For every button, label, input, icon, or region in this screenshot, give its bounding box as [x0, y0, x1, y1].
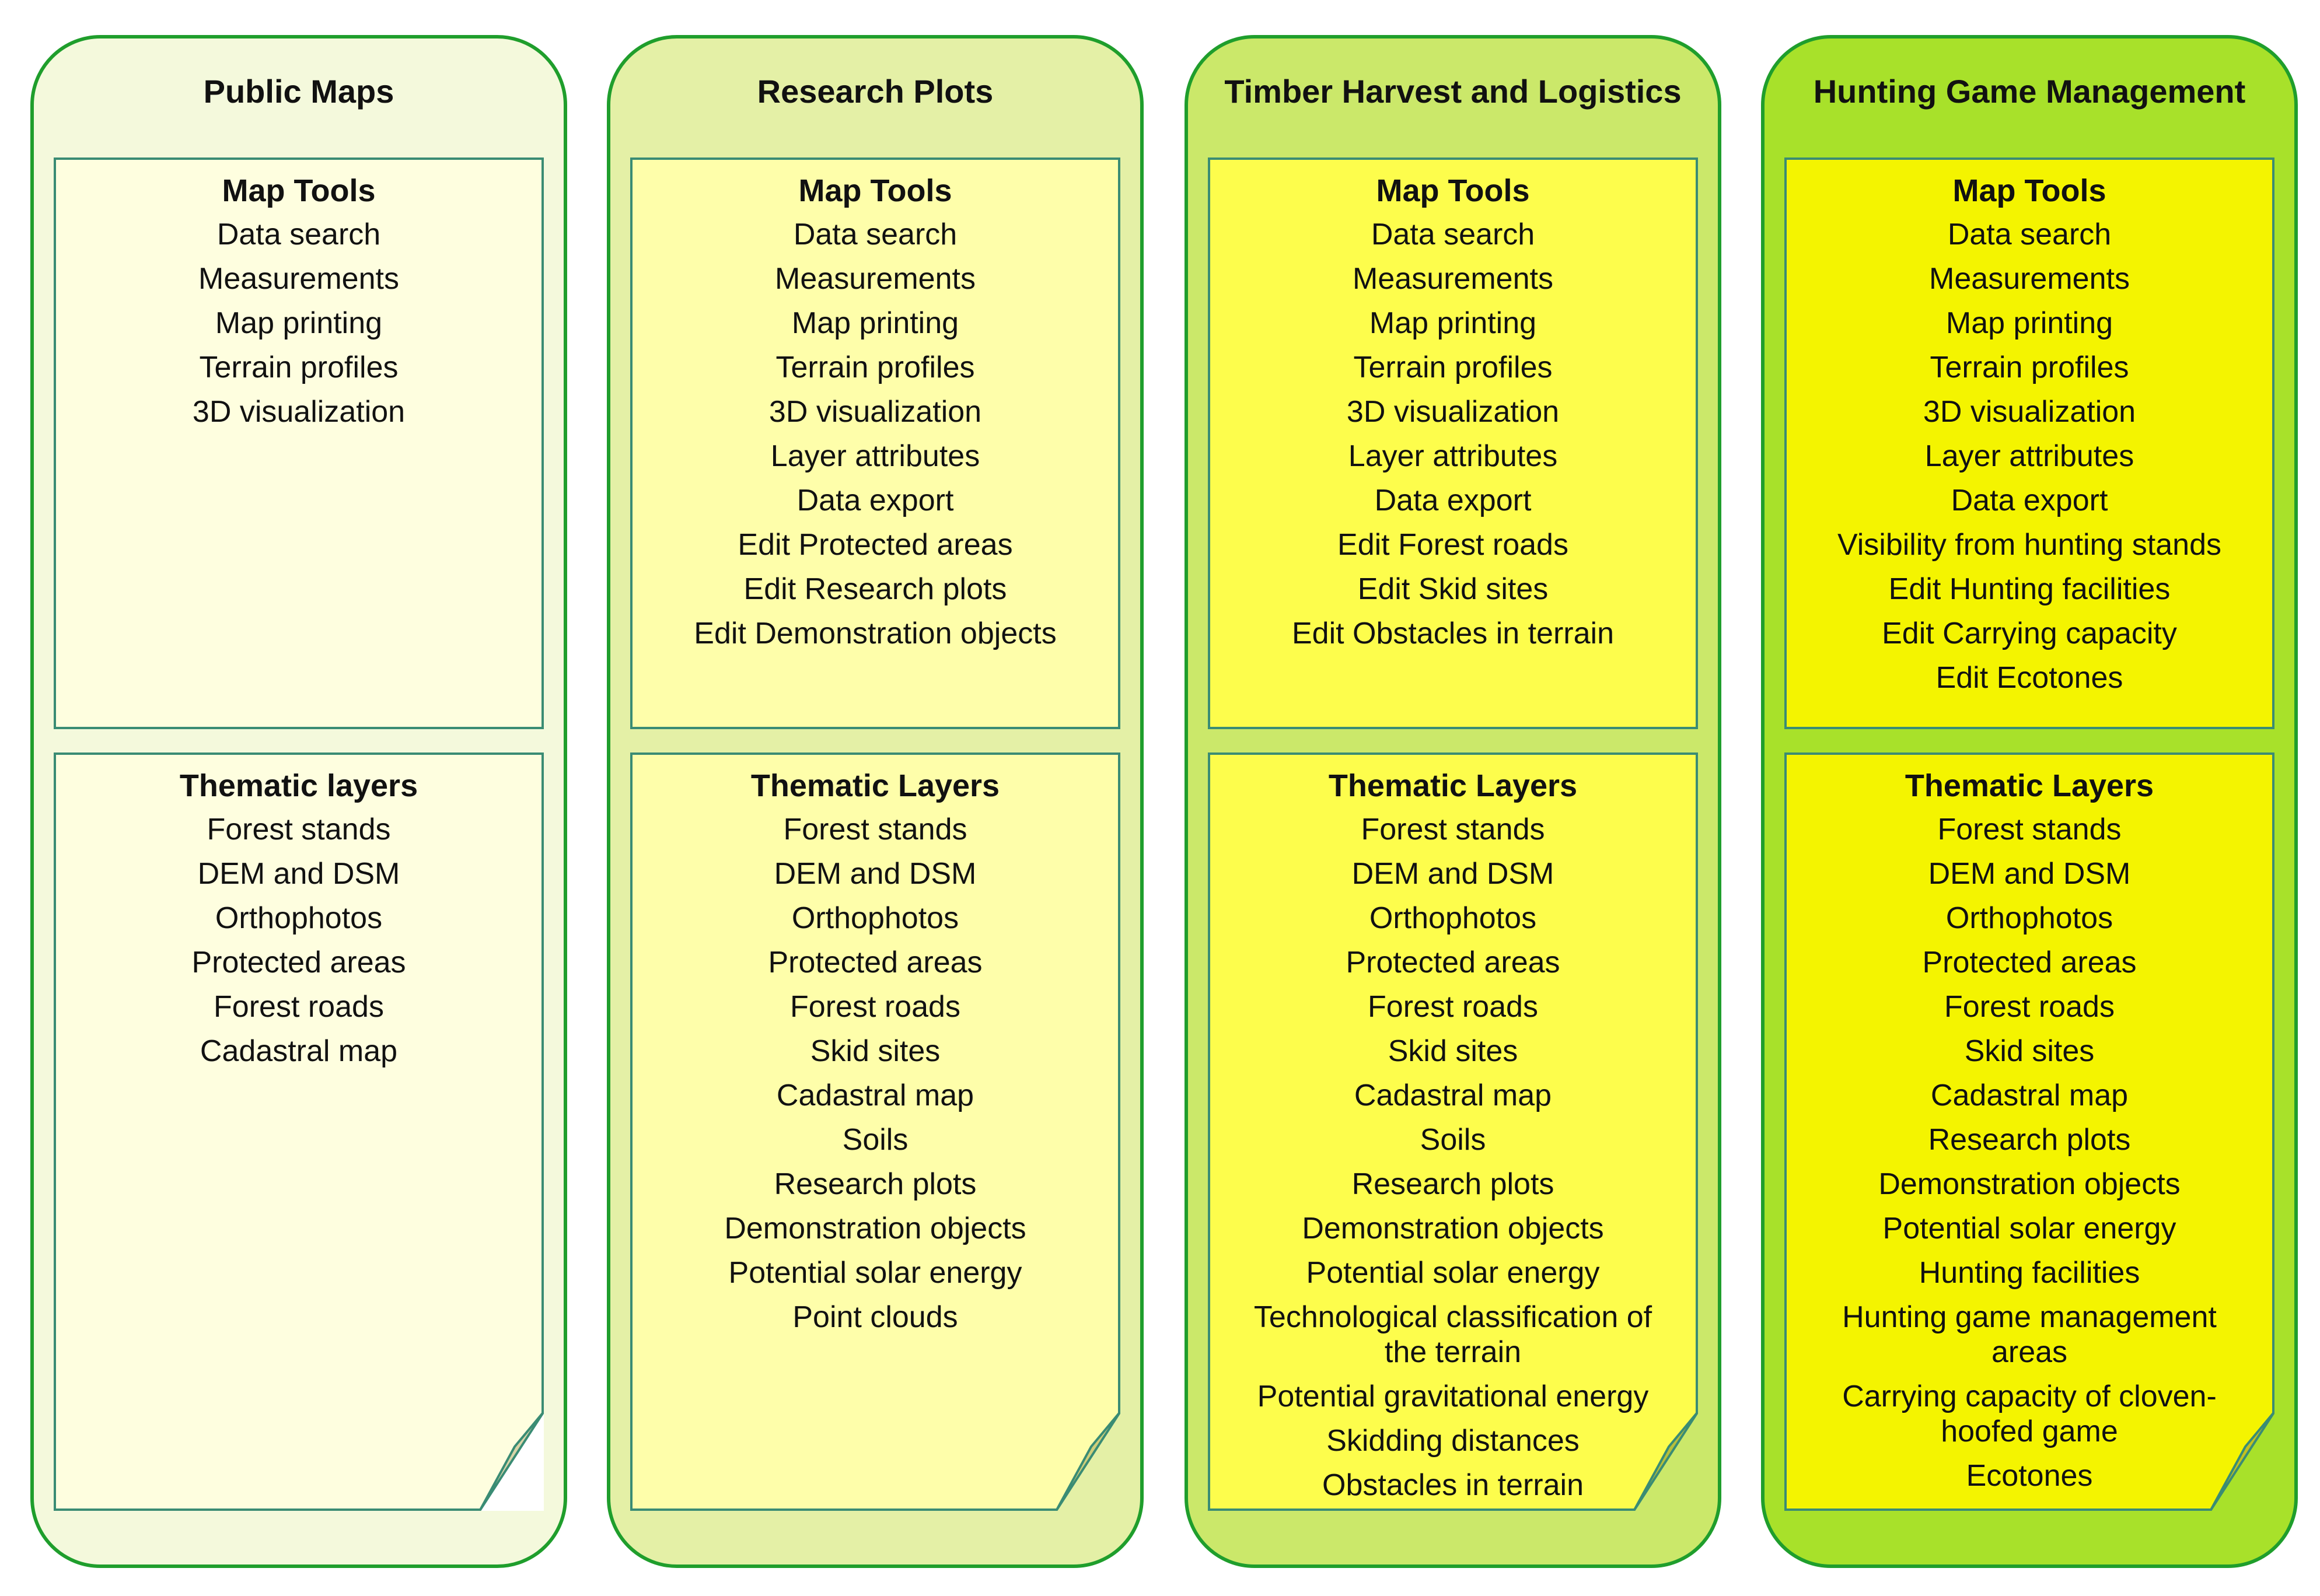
list-item: Layer attributes [770, 439, 980, 473]
list-item: Cadastral map [200, 1034, 398, 1068]
list-item: 3D visualization [192, 395, 406, 429]
list-item: Orthophotos [215, 901, 383, 935]
list-item: Forest stands [1361, 813, 1545, 846]
list-item: Data search [216, 218, 381, 251]
list-item: Research plots [1351, 1167, 1554, 1201]
list-item: Edit Forest roads [1337, 528, 1568, 562]
thematic-layers-panel [630, 752, 1120, 1511]
list-item: Data export [1951, 484, 2108, 517]
column-public-maps [30, 35, 567, 1568]
list-item: Layer attributes [1924, 439, 2134, 473]
list-item: Measurements [775, 262, 976, 296]
column-research-plots [607, 35, 1144, 1568]
thematic-layers-panel [1208, 752, 1698, 1511]
list-item: Edit Research plots [743, 572, 1007, 606]
list-item: Protected areas [1346, 946, 1560, 979]
list-item: Edit Carrying capacity [1882, 617, 2177, 650]
list-item: Protected areas [1922, 946, 2137, 979]
list-item: Measurements [1929, 262, 2130, 296]
list-item: Edit Ecotones [1935, 661, 2123, 695]
thematic-layers-heading: Thematic Layers [750, 768, 1000, 803]
list-item: Map printing [215, 306, 383, 340]
list-item: DEM and DSM [1928, 857, 2131, 891]
map-tools-panel [54, 158, 544, 729]
list-item: Ecotones [1966, 1459, 2093, 1493]
page-curl-icon [2210, 1412, 2274, 1511]
list-item: Edit Demonstration objects [694, 617, 1057, 650]
list-item: Protected areas [191, 946, 406, 979]
list-item: Data search [1947, 218, 2112, 251]
column-title: Research Plots [757, 73, 994, 110]
list-item: Potential gravitational energy [1257, 1380, 1649, 1413]
list-item: Map printing [1945, 306, 2113, 340]
list-item: Measurements [1353, 262, 1553, 296]
list-item: DEM and DSM [197, 857, 400, 891]
list-item: Cadastral map [776, 1079, 974, 1112]
column-title: Public Maps [203, 73, 394, 110]
list-item: Measurements [198, 262, 399, 296]
list-item: Data search [1371, 218, 1535, 251]
list-item: Hunting game management areas [1842, 1300, 2217, 1369]
thematic-layers-heading: Thematic layers [179, 768, 418, 803]
list-item: Carrying capacity of cloven-hoofed game [1842, 1380, 2217, 1448]
list-item: Cadastral map [1354, 1079, 1552, 1112]
list-item: DEM and DSM [1351, 857, 1554, 891]
list-item: Orthophotos [1369, 901, 1537, 935]
list-item: Layer attributes [1348, 439, 1558, 473]
page-curl-icon [1634, 1412, 1698, 1511]
column-timber-harvest [1185, 35, 1721, 1568]
list-item: Soils [842, 1123, 909, 1157]
thematic-layers-panel [54, 752, 544, 1511]
list-item: Terrain profiles [1930, 351, 2129, 384]
list-item: Forest stands [1937, 813, 2122, 846]
list-item: Forest roads [1944, 990, 2115, 1024]
list-item: Demonstration objects [1302, 1212, 1604, 1245]
list-item: Protected areas [768, 946, 983, 979]
column-title: Hunting Game Management [1813, 73, 2246, 110]
list-item: Hunting facilities [1919, 1256, 2140, 1290]
page-curl-icon [1056, 1412, 1120, 1511]
list-item: Skidding distances [1326, 1424, 1580, 1458]
list-item: Obstacles in terrain [1322, 1468, 1584, 1502]
list-item: Potential solar energy [1882, 1212, 2176, 1245]
list-item: Forest roads [214, 990, 384, 1024]
list-item: Map printing [791, 306, 959, 340]
list-item: Data export [796, 484, 954, 517]
list-item: Potential solar energy [1306, 1256, 1600, 1290]
list-item: 3D visualization [768, 395, 982, 429]
list-item: Soils [1420, 1123, 1486, 1157]
list-item: Terrain profiles [199, 351, 399, 384]
list-item: Skid sites [1964, 1034, 2095, 1068]
list-item: Edit Hunting facilities [1888, 572, 2171, 606]
map-tools-panel [1208, 158, 1698, 729]
list-item: Cadastral map [1930, 1079, 2129, 1112]
column-hunting-game-management [1761, 35, 2298, 1568]
list-item: DEM and DSM [774, 857, 977, 891]
list-item: Edit Skid sites [1357, 572, 1549, 606]
list-item: Potential solar energy [728, 1256, 1022, 1290]
list-item: Data search [793, 218, 958, 251]
map-tools-heading: Map Tools [1952, 173, 2106, 208]
map-tools-heading: Map Tools [222, 173, 376, 208]
map-tools-panel [630, 158, 1120, 729]
list-item: Technological classification of the terrain [1253, 1300, 1652, 1369]
list-item: Skid sites [810, 1034, 941, 1068]
map-tools-heading: Map Tools [1376, 173, 1530, 208]
column-title: Timber Harvest and Logistics [1224, 73, 1682, 110]
list-item: Forest stands [783, 813, 967, 846]
list-item: Research plots [1928, 1123, 2131, 1157]
list-item: Visibility from hunting stands [1837, 528, 2222, 562]
list-item: Skid sites [1388, 1034, 1518, 1068]
list-item: 3D visualization [1923, 395, 2136, 429]
list-item: Research plots [774, 1167, 977, 1201]
thematic-layers-heading: Thematic Layers [1905, 768, 2154, 803]
list-item: 3D visualization [1346, 395, 1560, 429]
thematic-layers-heading: Thematic Layers [1328, 768, 1578, 803]
list-item: Forest roads [790, 990, 960, 1024]
list-item: Orthophotos [791, 901, 959, 935]
list-item: Map printing [1369, 306, 1537, 340]
list-item: Demonstration objects [724, 1212, 1026, 1245]
map-tools-heading: Map Tools [798, 173, 952, 208]
list-item: Orthophotos [1945, 901, 2113, 935]
list-item: Forest stands [207, 813, 391, 846]
list-item: Terrain profiles [1353, 351, 1553, 384]
map-tools-panel [1784, 158, 2274, 729]
thematic-layers-panel [1784, 752, 2274, 1511]
list-item: Point clouds [792, 1300, 958, 1334]
list-item: Edit Protected areas [738, 528, 1013, 562]
page-curl-icon [480, 1412, 544, 1511]
list-item: Forest roads [1368, 990, 1538, 1024]
list-item: Data export [1374, 484, 1532, 517]
list-item: Demonstration objects [1878, 1167, 2181, 1201]
list-item: Edit Obstacles in terrain [1291, 617, 1615, 650]
list-item: Terrain profiles [775, 351, 975, 384]
